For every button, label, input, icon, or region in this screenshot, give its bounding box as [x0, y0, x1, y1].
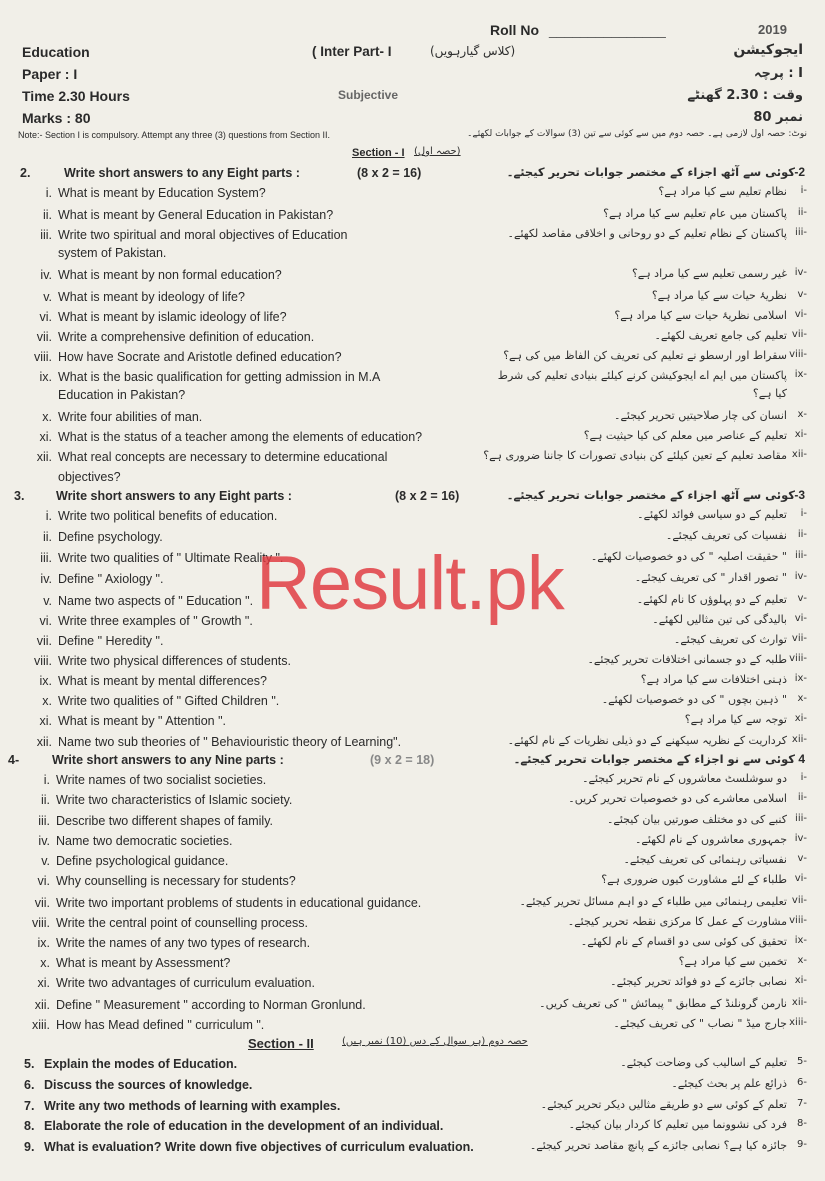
q2-item-text: What is meant by islamic ideology of life?	[58, 310, 287, 324]
section2-question-number: 8.	[24, 1119, 35, 1133]
q4-item-urdu: کنبے کی دو مختلف صورتیں بیان کیجئے۔	[606, 813, 787, 826]
q2-item-urdu: سقراط اور ارسطو نے تعلیم کی تعریف کن الفاظ میں کی ہے؟	[503, 349, 787, 362]
q3-item-urdu-number: -iv	[794, 571, 807, 582]
subject-en: Education	[22, 44, 90, 60]
q3-item-urdu-number: -xi	[794, 713, 807, 724]
q3-item-text: Write three examples of " Growth ".	[58, 614, 253, 628]
q3-item-number: x.	[42, 694, 52, 708]
q3-item-text: Write two political benefits of education.	[58, 509, 278, 523]
q3-item-text: Define psychology.	[58, 530, 163, 544]
watermark: Result.pk	[256, 541, 564, 626]
q2-item-number: v.	[43, 290, 52, 304]
q2-item-text: What real concepts are necessary to determine educational	[58, 450, 388, 464]
q2-item-text: What is the basic qualification for getting admission in M.A	[58, 370, 381, 384]
q3-number-ur: -3	[794, 488, 805, 502]
q2-item-urdu: غیر رسمی تعلیم سے کیا مراد ہے؟	[631, 267, 787, 280]
q3-item-urdu: نفسیات کی تعریف کیجئے۔	[665, 529, 787, 542]
q2-item-text: How have Socrate and Aristotle defined education?	[58, 350, 342, 364]
q2-item-urdu-number: -iv	[794, 267, 807, 278]
q2-item-number: iii.	[40, 228, 52, 242]
q2-item-urdu-number: -i	[800, 185, 807, 196]
paper-en: Paper : I	[22, 66, 78, 82]
q4-item-number: ix.	[37, 936, 50, 950]
section2-question-urdu-number: -7	[797, 1098, 807, 1109]
q2-item-urdu-number: -ii	[797, 207, 807, 218]
q4-item-text: Describe two different shapes of family.	[56, 814, 273, 828]
q4-item-number: iii.	[38, 814, 50, 828]
q3-item-urdu: ذہنی اختلافات سے کیا مراد ہے؟	[640, 673, 787, 686]
q3-item-number: viii.	[33, 654, 52, 668]
section2-question-urdu: جائزہ کیا ہے؟ نصابی جائزے کے پانچ مقاصد تحریر کیجئے۔	[529, 1139, 787, 1152]
q3-item-text: Define " Heredity ".	[58, 634, 164, 648]
q2-item-urdu-number: -viii	[789, 349, 807, 360]
q3-item-text: Write two physical differences of students.	[58, 654, 291, 668]
q4-item-number: vi.	[37, 874, 50, 888]
q2-item-number: x.	[42, 410, 52, 424]
q4-item-text: Name two democratic societies.	[56, 834, 233, 848]
q4-item-urdu-number: -viii	[789, 915, 807, 926]
q3-item-text: Write two qualities of " Gifted Children ".	[58, 694, 280, 708]
q4-item-urdu: تخمین سے کیا مراد ہے؟	[678, 955, 787, 968]
q4-item-number: xii.	[34, 998, 50, 1012]
section2-question-urdu: فرد کی نشوونما میں تعلیم کا کردار بیان کیجئے۔	[568, 1118, 787, 1131]
class-ur: (کلاس گیارہویں)	[430, 44, 516, 58]
q4-item-number: x.	[40, 956, 50, 970]
q2-item-number: i.	[45, 186, 52, 200]
q4-item-text: Define psychological guidance.	[56, 854, 229, 868]
q3-number: 3.	[14, 489, 25, 503]
q2-item-urdu: اسلامی نظریۂ حیات سے کیا مراد ہے؟	[614, 309, 787, 322]
q3-item-text: Define " Axiology ".	[58, 572, 164, 586]
q2-item-urdu-number: -ix	[794, 369, 807, 380]
q2-instruction: Write short answers to any Eight parts :	[64, 166, 300, 180]
q4-item-text: What is meant by Assessment?	[56, 956, 231, 970]
q2-item-urdu: نظام تعلیم سے کیا مراد ہے؟	[658, 185, 787, 198]
q3-item-urdu-number: -v	[797, 593, 807, 604]
time-ur: وقت : 2.30 گھنٹے	[687, 88, 803, 103]
q2-item-number: vi.	[39, 310, 52, 324]
q3-item-urdu: طلبہ کے دو جسمانی اختلافات تحریر کیجئے۔	[587, 653, 787, 666]
q2-item-text: What is meant by Education System?	[58, 186, 266, 200]
q2-item-number: xii.	[36, 450, 52, 464]
q2-instruction-ur: کوئی سے آٹھ اجزاء کے مختصر جوابات تحریر کیجئے۔	[506, 165, 795, 179]
q3-item-urdu: " حقیقت اصلیہ " کی دو خصوصیات لکھئے۔	[590, 550, 787, 563]
q4-item-text: Write the central point of counselling process.	[56, 916, 308, 930]
q4-item-urdu: نارمن گرونلنڈ کے مطابق " پیمائش " کی تعریف کریں۔	[539, 997, 787, 1010]
q3-item-urdu: بالیدگی کی تین مثالیں لکھئے۔	[652, 613, 787, 626]
q3-item-urdu-number: -viii	[789, 653, 807, 664]
q2-item-urdu-number: -v	[797, 289, 807, 300]
section2-title-ur: حصہ دوم (ہر سوال کے دس (10) نمبر ہیں)	[342, 1036, 528, 1047]
section2-question-text: What is evaluation? Write down five objectives of curriculum evaluation.	[44, 1140, 474, 1154]
q4-item-urdu-number: -xii	[791, 997, 807, 1008]
q4-marks: (9 x 2 = 18)	[370, 753, 435, 767]
q4-item-number: i.	[43, 773, 50, 787]
marks-ur: نمبر 80	[753, 110, 803, 125]
section2-question-text: Elaborate the role of education in the development of an individual.	[44, 1119, 444, 1133]
section2-question-urdu-number: -8	[797, 1118, 807, 1129]
q4-item-urdu: تحقیق کی کوئی سی دو اقسام کے نام لکھئے۔	[580, 935, 787, 948]
subject-ur: ایجوکیشن	[733, 42, 803, 58]
q4-item-urdu-number: -xi	[794, 975, 807, 986]
q3-item-text: What is meant by mental differences?	[58, 674, 267, 688]
q3-item-number: v.	[43, 594, 52, 608]
subjective-label: Subjective	[338, 88, 399, 102]
q4-item-urdu: مشاورت کے عمل کا مرکزی نقطہ تحریر کیجئے۔	[567, 915, 787, 928]
q2-item-number: vii.	[36, 330, 52, 344]
q4-item-urdu: طلباء کے لئے مشاورت کیوں ضروری ہے؟	[601, 873, 787, 886]
section2-question-urdu-number: -6	[797, 1077, 807, 1088]
q3-item-number: vi.	[39, 614, 52, 628]
q3-item-urdu: " تصور اقدار " کی تعریف کیجئے۔	[634, 571, 787, 584]
q4-item-text: Write two advantages of curriculum evaluation.	[56, 976, 315, 990]
q3-item-urdu-number: -x	[797, 693, 807, 704]
section2-question-urdu: ذرائع علم پر بحث کیجئے۔	[671, 1077, 787, 1090]
q2-item-urdu-number: -xii	[791, 449, 807, 460]
q3-item-number: iii.	[40, 551, 52, 565]
q4-item-urdu-number: -x	[797, 955, 807, 966]
section2-question-number: 5.	[24, 1057, 35, 1071]
section2-title-en: Section - II	[248, 1036, 314, 1051]
q3-item-number: ii.	[42, 530, 52, 544]
class-en: ( Inter Part- I	[312, 44, 392, 59]
q3-item-urdu: تعلیم کے دو پہلوؤں کا نام لکھئے۔	[636, 593, 787, 606]
section2-question-text: Write any two methods of learning with examples.	[44, 1099, 341, 1113]
q4-item-text: How has Mead defined " curriculum ".	[56, 1018, 265, 1032]
section1-title-ur: (حصہ اول)	[414, 146, 461, 157]
q4-item-urdu: نفسیاتی رہنمائی کی تعریف کیجئے۔	[623, 853, 787, 866]
section2-question-number: 7.	[24, 1099, 35, 1113]
q2-number-ur: -2	[794, 165, 805, 179]
q4-item-text: Write two important problems of students in educational guidance.	[56, 896, 422, 910]
q4-item-urdu-number: -vi	[794, 873, 807, 884]
q3-instruction-ur: کوئی سے آٹھ اجزاء کے مختصر جوابات تحریر کیجئے۔	[506, 488, 795, 502]
q3-item-urdu-number: -vii	[791, 633, 807, 644]
q2-item-text: Write two spiritual and moral objectives of Education	[58, 228, 348, 242]
q3-item-number: i.	[45, 509, 52, 523]
q3-item-number: iv.	[40, 572, 52, 586]
q4-item-urdu: جارج میڈ " نصاب " کی تعریف کیجئے۔	[613, 1017, 787, 1030]
q3-item-number: ix.	[39, 674, 52, 688]
q2-item-text: What is meant by General Education in Pakistan?	[58, 208, 334, 222]
q4-item-text: Write the names of any two types of research.	[56, 936, 311, 950]
q2-item-urdu-number: -xi	[794, 429, 807, 440]
section2-question-number: 9.	[24, 1140, 35, 1154]
q3-item-urdu: توجہ سے کیا مراد ہے؟	[684, 713, 787, 726]
section2-question-text: Explain the modes of Education.	[44, 1057, 238, 1071]
q4-item-urdu: جمہوری معاشروں کے نام لکھئے۔	[634, 833, 787, 846]
section1-title-en: Section - I	[352, 147, 405, 159]
q2-item-urdu: تعلیم کی جامع تعریف لکھئے۔	[654, 329, 787, 342]
q2-item-text-continued: objectives?	[58, 470, 121, 484]
q4-number-ur: 4	[798, 752, 805, 766]
q4-item-urdu: نصابی جائزے کے دو فوائد تحریر کیجئے۔	[610, 975, 787, 988]
q3-item-urdu: کرداریت کے نظریہ سیکھنے کے دو ذیلی نظریات کے نام لکھئے۔	[507, 734, 787, 747]
q3-item-urdu-number: -xii	[791, 734, 807, 745]
q2-item-urdu: پاکستان کے نظام تعلیم کے دو روحانی و اخلاقی مقاصد لکھئے۔	[507, 227, 787, 240]
time-en: Time 2.30 Hours	[22, 88, 130, 104]
q4-instruction: Write short answers to any Nine parts :	[52, 753, 284, 767]
q4-item-text: Write two characteristics of Islamic society.	[56, 793, 293, 807]
q4-item-urdu-number: -ii	[797, 792, 807, 803]
q2-item-text: What is meant by non formal education?	[58, 268, 282, 282]
q2-item-text-continued: Education in Pakistan?	[58, 388, 186, 402]
q3-item-urdu-number: -i	[800, 508, 807, 519]
q4-number: 4-	[8, 753, 20, 767]
q3-item-text: Write two qualities of " Ultimate Reality ".	[58, 551, 284, 565]
q2-item-urdu-number: -x	[797, 409, 807, 420]
q3-item-urdu: توارث کی تعریف کیجئے۔	[673, 633, 787, 646]
q2-item-number: xi.	[39, 430, 52, 444]
q3-item-text: Name two sub theories of " Behaviouristic theory of Learning".	[58, 735, 402, 749]
q3-item-text: What is meant by " Attention ".	[58, 714, 226, 728]
q4-item-number: xiii.	[31, 1018, 50, 1032]
q2-item-urdu: مقاصد تعلیم کے تعین کیلئے کن بنیادی تصورات کا جاننا ضروری ہے؟	[483, 449, 787, 462]
q3-item-number: xi.	[39, 714, 52, 728]
roll-no-line: _______________	[549, 22, 666, 38]
section2-question-urdu: تعلم کے کوئی سے دو طریقے مثالیں دیکر تحریر کیجئے۔	[540, 1098, 787, 1111]
marks-en: Marks : 80	[22, 110, 91, 126]
q2-item-urdu: نظریۂ حیات سے کیا مراد ہے؟	[651, 289, 787, 302]
q4-item-number: viii.	[31, 916, 50, 930]
q4-item-urdu-number: -iv	[794, 833, 807, 844]
q2-item-urdu-continued: کیا ہے؟	[752, 387, 787, 400]
q4-item-number: iv.	[38, 834, 50, 848]
q2-number: 2.	[20, 166, 31, 180]
note-ur: نوٹ: حصہ اول لازمی ہے۔ حصہ دوم میں سے کوئی سے تین (3) سوالات کے جوابات لکھئے۔	[467, 129, 807, 139]
q3-item-urdu-number: -ix	[794, 673, 807, 684]
q2-item-urdu: پاکستان میں ایم اے ایجوکیشن کرنے کیلئے بنیادی تعلیم کی شرط	[497, 369, 787, 382]
q2-item-urdu: پاکستان میں عام تعلیم سے کیا مراد ہے؟	[603, 207, 787, 220]
q2-item-text: Write four abilities of man.	[58, 410, 203, 424]
q2-item-number: ii.	[42, 208, 52, 222]
q2-item-number: ix.	[39, 370, 52, 384]
q2-item-urdu-number: -iii	[795, 227, 807, 238]
section2-question-urdu: تعلیم کے اسالیب کی وضاحت کیجئے۔	[620, 1056, 787, 1069]
q4-item-text: Why counselling is necessary for students?	[56, 874, 296, 888]
q2-item-number: viii.	[33, 350, 52, 364]
paper-ur: I : پرچہ	[753, 66, 803, 81]
q3-item-number: vii.	[36, 634, 52, 648]
q4-item-urdu-number: -xiii	[789, 1017, 807, 1028]
q4-item-urdu-number: -iii	[795, 813, 807, 824]
q2-item-urdu-number: -vi	[794, 309, 807, 320]
q2-item-text: What is meant by ideology of life?	[58, 290, 245, 304]
q4-item-text: Define " Measurement " according to Norman Gronlund.	[56, 998, 366, 1012]
q2-item-text: Write a comprehensive definition of education.	[58, 330, 315, 344]
q4-item-text: Write names of two socialist societies.	[56, 773, 267, 787]
section2-question-number: 6.	[24, 1078, 35, 1092]
q2-item-urdu-number: -vii	[791, 329, 807, 340]
q4-item-urdu: اسلامی معاشرے کی دو خصوصیات تحریر کریں۔	[568, 792, 787, 805]
q2-item-urdu: انسان کی چار صلاحیتیں تحریر کیجئے۔	[614, 409, 787, 422]
q4-item-urdu-number: -ix	[794, 935, 807, 946]
q3-item-text: Name two aspects of " Education ".	[58, 594, 254, 608]
note-en: Note:- Section I is compulsory. Attempt any three (3) questions from Section II.	[18, 130, 330, 140]
q4-item-number: v.	[41, 854, 50, 868]
section2-question-urdu-number: -5	[797, 1056, 807, 1067]
q3-item-urdu-number: -vi	[794, 613, 807, 624]
q2-item-text-continued: system of Pakistan.	[58, 246, 167, 260]
q2-item-urdu: تعلیم کے عناصر میں معلم کی کیا حیثیت ہے؟	[583, 429, 787, 442]
q3-marks: (8 x 2 = 16)	[395, 489, 460, 503]
section2-question-text: Discuss the sources of knowledge.	[44, 1078, 253, 1092]
q4-item-urdu-number: -vii	[791, 895, 807, 906]
q3-item-urdu: " ذہین بچوں " کی دو خصوصیات لکھئے۔	[601, 693, 787, 706]
q3-item-number: xii.	[36, 735, 52, 749]
q3-item-urdu: تعلیم کے دو سیاسی فوائد لکھئے۔	[637, 508, 787, 521]
q4-item-urdu: تعلیمی رہنمائی میں طلباء کے دو اہم مسائل تحریر کیجئے۔	[519, 895, 787, 908]
q3-instruction: Write short answers to any Eight parts :	[56, 489, 292, 503]
q4-item-urdu-number: -v	[797, 853, 807, 864]
q4-item-number: ii.	[40, 793, 50, 807]
q2-item-number: iv.	[40, 268, 52, 282]
q2-marks: (8 x 2 = 16)	[357, 166, 422, 180]
q4-item-urdu: دو سوشلسٹ معاشروں کے نام تحریر کیجئے۔	[582, 772, 787, 785]
q3-item-urdu-number: -iii	[795, 550, 807, 561]
section2-question-urdu-number: -9	[797, 1139, 807, 1150]
q3-item-urdu-number: -ii	[797, 529, 807, 540]
q4-item-urdu-number: -i	[800, 772, 807, 783]
q2-item-text: What is the status of a teacher among the elements of education?	[58, 430, 423, 444]
q4-item-number: vii.	[34, 896, 50, 910]
q4-instruction-ur: کوئی سے نو اجزاء کے مختصر جوابات تحریر کیجئے۔	[513, 752, 795, 766]
year: 2019	[758, 22, 787, 37]
q4-item-number: xi.	[37, 976, 50, 990]
roll-no-label: Roll No	[490, 22, 539, 38]
